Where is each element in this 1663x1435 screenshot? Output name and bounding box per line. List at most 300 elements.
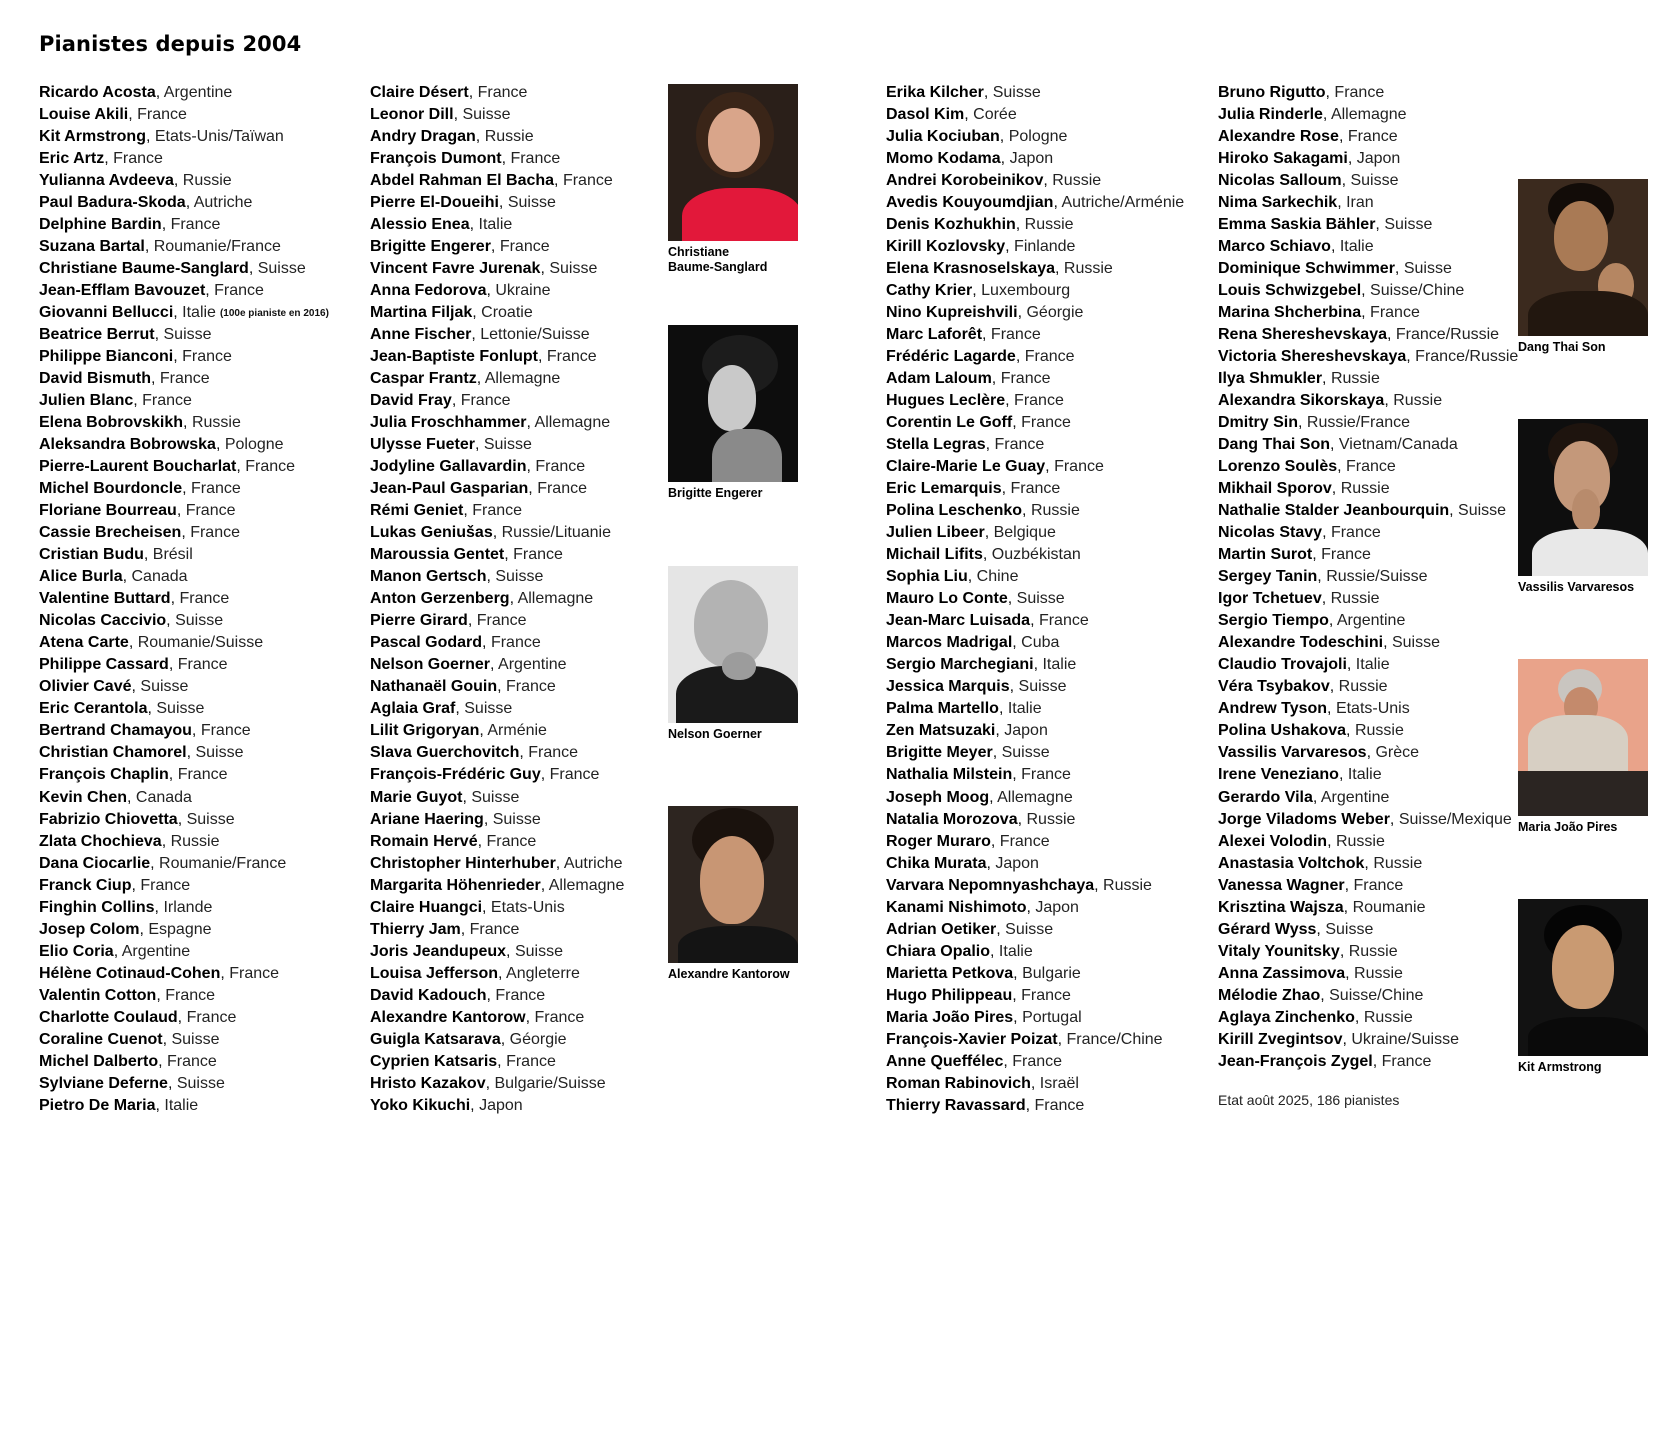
pianist-name: Caspar Frantz xyxy=(370,370,477,388)
pianist-country: Russie xyxy=(1338,678,1388,696)
pianist-country: Allemagne xyxy=(1330,106,1407,124)
pianist-entry: Nicolas Salloum, Suisse xyxy=(1218,172,1399,190)
pianist-name: Sylviane Deferne xyxy=(39,1074,168,1092)
pianist-name: Alexandre Kantorow xyxy=(370,1008,526,1026)
pianist-name: Alexei Volodin xyxy=(1218,832,1328,850)
pianist-entry: Marc Laforêt, France xyxy=(886,326,1041,344)
pianist-country: Autriche xyxy=(563,854,623,872)
pianist-country: Suisse xyxy=(992,84,1041,101)
pianist-entry: Cathy Krier, Luxembourg xyxy=(886,282,1071,300)
pianist-entry: Jean-Marc Luisada, France xyxy=(886,612,1089,630)
pianist-entry: Thierry Ravassard, France xyxy=(886,1096,1085,1114)
pianist-name: Jessica Marquis xyxy=(886,678,1010,696)
pianist-entry: Yoko Kikuchi, Japon xyxy=(370,1096,523,1114)
photo-christiane-baume-sanglard xyxy=(668,84,798,275)
pianist-entry: Christiane Baume-Sanglard, Suisse xyxy=(39,260,306,278)
pianist-entry: Julia Rinderle, Allemagne xyxy=(1218,106,1407,124)
pianist-country: Allemagne xyxy=(997,788,1073,806)
pianist-name: Krisztina Wajsza xyxy=(1218,898,1344,916)
pianist-entry: Julien Libeer, Belgique xyxy=(886,524,1056,542)
pianist-country: Russie xyxy=(1024,216,1074,234)
pianist-entry: Aglaia Graf, Suisse xyxy=(370,700,513,718)
pianist-name: Cathy Krier xyxy=(886,282,973,300)
pianist-name: Andrew Tyson xyxy=(1218,700,1328,718)
pianist-country: Suisse xyxy=(1016,590,1065,608)
pianist-country: Russie xyxy=(182,172,232,190)
page-title: Pianistes depuis 2004 xyxy=(39,32,302,56)
pianist-country: France xyxy=(999,832,1050,850)
pianist-name: Alexandra Sikorskaya xyxy=(1218,392,1385,410)
pianist-name: Adam Laloum xyxy=(886,370,992,388)
pianist-name: Sergio Tiempo xyxy=(1218,612,1329,630)
pianist-country: Russie xyxy=(1393,392,1443,410)
pianist-name: Irene Veneziano xyxy=(1218,766,1339,784)
pianist-entry: Kanami Nishimoto, Japon xyxy=(886,898,1079,916)
pianist-country: France xyxy=(165,986,216,1004)
pianist-country: Suisse xyxy=(464,700,513,718)
pianist-country: France xyxy=(490,634,541,652)
pianist-entry: Rémi Geniet, France xyxy=(370,502,523,520)
pianist-entry: Louise Akili, France xyxy=(39,106,187,124)
pianist-name: Pietro De Maria xyxy=(39,1096,156,1114)
pianist-entry: Hélène Cotinaud-Cohen, France xyxy=(39,964,280,982)
pianist-entry: Alexandra Sikorskaya, Russie xyxy=(1218,392,1443,410)
pianist-country: France xyxy=(1012,1052,1063,1070)
pianist-country: Roumanie/Suisse xyxy=(137,634,264,652)
pianist-country: France xyxy=(159,370,210,388)
pianist-name: Aglaya Zinchenko xyxy=(1218,1008,1355,1026)
pianist-country: Allemagne xyxy=(534,414,611,432)
pianist-entry: Nathalia Milstein, France xyxy=(886,766,1071,784)
pianist-name: Joseph Moog xyxy=(886,788,990,806)
pianist-entry: Manon Gertsch, Suisse xyxy=(370,568,544,586)
pianist-country: Suisse xyxy=(514,942,563,960)
pianist-entry: Charlotte Coulaud, France xyxy=(39,1008,237,1026)
pianist-entry: David Fray, France xyxy=(370,392,511,410)
photo-nelson-goerner xyxy=(668,566,798,742)
pianist-country: Suisse xyxy=(186,810,235,828)
pianist-entry: Julia Kociuban, Pologne xyxy=(886,128,1068,146)
pianist-entry: Pierre El-Doueihi, Suisse xyxy=(370,194,556,212)
pianist-name: Elio Coria xyxy=(39,942,114,960)
pianist-country: Suisse xyxy=(483,436,532,454)
pianist-country: France xyxy=(229,964,280,982)
pianist-country: Italie xyxy=(478,216,513,234)
pianist-country: France xyxy=(499,238,550,256)
pianist-country: Ouzbékistan xyxy=(991,546,1081,564)
pianist-name: Frédéric Lagarde xyxy=(886,348,1016,366)
pianist-entry: Dasol Kim, Corée xyxy=(886,106,1017,124)
pianist-name: Lorenzo Soulès xyxy=(1218,458,1338,476)
pianist-country: Belgique xyxy=(993,524,1056,542)
pianist-entry: Bertrand Chamayou, France xyxy=(39,722,251,740)
pianist-country: France xyxy=(469,920,520,938)
pianist-entry: Jean-Efflam Bavouzet, France xyxy=(39,282,264,300)
pianist-country: France xyxy=(245,458,296,476)
pianist-name: Jean-Baptiste Fonlupt xyxy=(370,348,539,366)
pianist-entry: Leonor Dill, Suisse xyxy=(370,106,511,124)
photo-caption: Christiane Baume-Sanglard xyxy=(668,245,768,274)
pianist-country: France xyxy=(1021,414,1071,432)
pianist-entry: Jodyline Gallavardin, France xyxy=(370,458,586,476)
pianist-entry: Dominique Schwimmer, Suisse xyxy=(1218,260,1452,278)
pianist-country: Roumanie/France xyxy=(153,238,281,256)
pianist-country: Italie xyxy=(1355,656,1390,674)
pianist-entry: François Chaplin, France xyxy=(39,766,228,784)
pianist-country: France xyxy=(549,766,600,784)
pianist-entry: Fabrizio Chiovetta, Suisse xyxy=(39,810,235,828)
photo-maria-joao-pires xyxy=(1518,659,1648,835)
pianist-entry: Vanessa Wagner, France xyxy=(1218,876,1404,894)
pianist-country: Russie xyxy=(1026,810,1076,828)
pianist-entry: Elena Krasnoselskaya, Russie xyxy=(886,260,1113,278)
pianist-country: Espagne xyxy=(148,920,212,938)
pianist-entry: Elena Bobrovskikh, Russie xyxy=(39,414,241,432)
pianist-name: Victoria Shereshevskaya xyxy=(1218,348,1407,366)
pianist-entry: Philippe Bianconi, France xyxy=(39,348,232,366)
pianist-country: Suisse xyxy=(156,700,205,718)
pianist-name: Aleksandra Bobrowska xyxy=(39,436,216,454)
pianist-entry: Guigla Katsarava, Géorgie xyxy=(370,1030,567,1048)
pianist-entry: Erika Kilcher, Suisse xyxy=(886,84,1041,101)
pianist-entry: Nicolas Caccivio, Suisse xyxy=(39,612,224,630)
pianist-country: Japon xyxy=(995,854,1039,872)
pianist-entry: Louisa Jefferson, Angleterre xyxy=(370,964,580,982)
pianist-entry: Valentine Buttard, France xyxy=(39,590,230,608)
pianist-country: Russie xyxy=(191,414,241,432)
pianist-name: Véra Tsybakov xyxy=(1218,678,1330,696)
pianist-name: Olivier Cavé xyxy=(39,678,132,696)
pianist-country: France xyxy=(1034,1096,1085,1114)
pianist-country: Suisse xyxy=(195,744,244,762)
pianist-name: Gerardo Vila xyxy=(1218,788,1313,806)
pianist-country: Suisse/Mexique xyxy=(1398,810,1512,828)
pianist-entry: Jorge Viladoms Weber, Suisse/Mexique xyxy=(1218,810,1512,828)
pianist-country: France xyxy=(506,678,556,696)
pianist-country: Suisse/Chine xyxy=(1370,282,1465,300)
pianist-country: France xyxy=(562,172,613,190)
pianist-name: David Bismuth xyxy=(39,370,152,388)
pianist-name: Alexandre Rose xyxy=(1218,128,1339,146)
pianist-column-1 xyxy=(39,82,329,1117)
pianist-entry: Hristo Kazakov, Bulgarie/Suisse xyxy=(370,1074,606,1092)
pianist-country: Finlande xyxy=(1014,238,1076,256)
pianist-name: Julia Kociuban xyxy=(886,128,1000,146)
pianist-country: Japon xyxy=(1009,150,1054,168)
pianist-column-2 xyxy=(370,82,624,1117)
pianist-entry: Claire Huangci, Etats-Unis xyxy=(370,898,565,916)
pianist-entry: Chika Murata, Japon xyxy=(886,854,1039,872)
pianist-country: Suisse xyxy=(1001,744,1050,762)
pianist-country: Allemagne xyxy=(548,876,625,894)
pianist-entry: Gérard Wyss, Suisse xyxy=(1218,920,1374,938)
pianist-name: Kevin Chen xyxy=(39,788,128,806)
pianist-country: Suisse xyxy=(1458,502,1507,520)
photo-caption: Maria João Pires xyxy=(1518,820,1618,834)
pianist-name: Delphine Bardin xyxy=(39,216,162,234)
pianist-entry: François Dumont, France xyxy=(370,150,561,168)
pianist-name: Hristo Kazakov xyxy=(370,1074,486,1092)
pianist-entry: Martin Surot, France xyxy=(1218,546,1371,564)
pianist-country: Argentine xyxy=(163,84,233,101)
pianist-name: François-Xavier Poizat xyxy=(886,1030,1058,1048)
pianist-name: Nelson Goerner xyxy=(370,656,491,674)
pianist-name: Valentin Cotton xyxy=(39,986,157,1004)
pianist-entry: Anna Fedorova, Ukraine xyxy=(370,282,551,300)
pianist-name: Roman Rabinovich xyxy=(886,1074,1031,1092)
pianist-country: Roumanie/France xyxy=(159,854,287,872)
pianist-country: Russie xyxy=(1340,480,1390,498)
pianist-entry: Anne Fischer, Lettonie/Suisse xyxy=(370,326,590,344)
pianist-entry: Pietro De Maria, Italie xyxy=(39,1096,199,1114)
pianist-entry: Delphine Bardin, France xyxy=(39,216,221,234)
pianist-entry: Krisztina Wajsza, Roumanie xyxy=(1218,898,1426,916)
pianist-name: Coraline Cuenot xyxy=(39,1030,163,1048)
pianist-name: Chika Murata xyxy=(886,854,987,872)
pianist-country: France xyxy=(1010,480,1061,498)
pianist-entry: Kirill Zvegintsov, Ukraine/Suisse xyxy=(1218,1030,1459,1048)
pianist-name: Thierry Ravassard xyxy=(886,1096,1026,1114)
pianist-name: Nino Kupreishvili xyxy=(886,304,1018,322)
pianist-country: Angleterre xyxy=(506,964,580,982)
pianist-entry: Anna Zassimova, Russie xyxy=(1218,964,1403,982)
pianist-country: France xyxy=(137,106,187,124)
pianist-country: Russie xyxy=(484,128,534,146)
pianist-country: Suisse xyxy=(176,1074,225,1092)
pianist-country: France xyxy=(476,612,527,630)
pianist-entry: Julia Froschhammer, Allemagne xyxy=(370,414,611,432)
pianist-name: Zlata Chochieva xyxy=(39,832,162,850)
pianist-country: Russie/Lituanie xyxy=(501,524,612,542)
pianist-name: Alice Burla xyxy=(39,568,123,586)
pianist-name: Momo Kodama xyxy=(886,150,1001,168)
pianist-entry: Finghin Collins, Irlande xyxy=(39,898,213,916)
pianist-country: France xyxy=(1347,128,1398,146)
pianist-name: Pierre El-Doueihi xyxy=(370,194,499,212)
pianist-country: Suisse xyxy=(1403,260,1452,278)
pianist-entry: Pierre Girard, France xyxy=(370,612,527,630)
pianist-country: Etats-Unis xyxy=(490,898,565,916)
pianist-country: Allemagne xyxy=(517,590,594,608)
pianist-entry: Anton Gerzenberg, Allemagne xyxy=(370,590,594,608)
pianist-name: François Dumont xyxy=(370,150,502,168)
pianist-name: Igor Tchetuev xyxy=(1218,590,1322,608)
pianist-name: Kirill Kozlovsky xyxy=(886,238,1006,256)
pianist-name: Mélodie Zhao xyxy=(1218,986,1321,1004)
pianist-name: David Kadouch xyxy=(370,986,487,1004)
pianist-entry: Ulysse Fueter, Suisse xyxy=(370,436,532,454)
pianist-country: Suisse xyxy=(462,106,511,124)
pianist-entry: Claire Désert, France xyxy=(370,84,528,101)
pianist-entry: Michel Dalberto, France xyxy=(39,1052,217,1070)
pianist-name: Marco Schiavo xyxy=(1218,238,1331,256)
pianist-country: France xyxy=(182,348,232,366)
pianist-name: Hugues Leclère xyxy=(886,392,1006,410)
pianist-entry: Bruno Rigutto, France xyxy=(1218,84,1385,101)
pianist-name: Romain Hervé xyxy=(370,832,478,850)
pianist-name: Polina Ushakova xyxy=(1218,722,1347,740)
pianist-entry: Jean-Paul Gasparian, France xyxy=(370,480,587,498)
pianist-name: Vassilis Varvaresos xyxy=(1218,744,1367,762)
pianist-entry: Nelson Goerner, Argentine xyxy=(370,656,567,674)
pianist-country: Italie xyxy=(998,942,1033,960)
pianist-country: Luxembourg xyxy=(981,282,1071,300)
pianist-entry: Cyprien Katsaris, France xyxy=(370,1052,556,1070)
pianist-name: Ricardo Acosta xyxy=(39,84,156,101)
pianist-name: Alessio Enea xyxy=(370,216,470,234)
pianist-entry: Floriane Bourreau, France xyxy=(39,502,236,520)
pianist-name: Marina Shcherbina xyxy=(1218,304,1362,322)
pianist-name: Eric Cerantola xyxy=(39,700,148,718)
pianist-country: Argentine xyxy=(1336,612,1406,630)
pianist-entry: Abdel Rahman El Bacha, France xyxy=(370,172,613,190)
pianist-entry: Stella Legras, France xyxy=(886,436,1045,454)
pianist-name: Sergey Tanin xyxy=(1218,568,1318,586)
pianist-country: Russie xyxy=(1348,942,1398,960)
pianist-name: Maria João Pires xyxy=(886,1008,1014,1026)
pianist-entry: Ariane Haering, Suisse xyxy=(370,810,541,828)
pianist-country: Etats-Unis xyxy=(1335,700,1410,718)
pianist-name: Anastasia Voltchok xyxy=(1218,854,1365,872)
pianist-name: Giovanni Bellucci xyxy=(39,304,174,322)
pianist-name: Leonor Dill xyxy=(370,106,454,124)
pianist-country: Russie xyxy=(1354,722,1404,740)
pianist-name: Michel Bourdoncle xyxy=(39,480,183,498)
pianist-country: Suisse xyxy=(175,612,224,630)
pianist-entry: Varvara Nepomnyashchaya, Russie xyxy=(886,876,1152,894)
pianist-country: Italie xyxy=(182,304,216,322)
pianist-name: Varvara Nepomnyashchaya xyxy=(886,876,1095,894)
pianist-entry: Joseph Moog, Allemagne xyxy=(886,788,1073,806)
pianist-name: Dang Thai Son xyxy=(1218,436,1330,454)
pianist-entry: Nathanaël Gouin, France xyxy=(370,678,556,696)
pianist-name: Aglaia Graf xyxy=(370,700,456,718)
pianist-name: Nicolas Salloum xyxy=(1218,172,1342,190)
pianist-name: Abdel Rahman El Bacha xyxy=(370,172,555,190)
pianist-name: Michel Dalberto xyxy=(39,1052,159,1070)
pianist-entry: Joris Jeandupeux, Suisse xyxy=(370,942,563,960)
portrait-image xyxy=(1518,659,1648,816)
pianist-name: Pierre-Laurent Boucharlat xyxy=(39,458,237,476)
pianist-name: Valentine Buttard xyxy=(39,590,171,608)
pianist-entry: François-Xavier Poizat, France/Chine xyxy=(886,1030,1163,1048)
pianist-name: Guigla Katsarava xyxy=(370,1030,501,1048)
pianist-name: Jodyline Gallavardin xyxy=(370,458,527,476)
pianist-country: Suisse xyxy=(507,194,556,212)
pianist-entry: Vassilis Varvaresos, Grèce xyxy=(1218,744,1420,762)
pianist-name: Jorge Viladoms Weber xyxy=(1218,810,1390,828)
pianist-entry: Polina Leschenko, Russie xyxy=(886,502,1080,520)
pianist-name: Dominique Schwimmer xyxy=(1218,260,1395,278)
pianist-entry: Emma Saskia Bähler, Suisse xyxy=(1218,216,1433,234)
pianist-country: Bulgarie xyxy=(1022,964,1081,982)
pianist-country: France xyxy=(190,524,240,542)
pianist-country: Suisse xyxy=(495,568,544,586)
pianist-name: Christiane Baume-Sanglard xyxy=(39,260,249,278)
pianist-entry: Nicolas Stavy, France xyxy=(1218,524,1381,542)
pianist-name: Rena Shereshevskaya xyxy=(1218,326,1387,344)
pianist-name: Palma Martello xyxy=(886,700,999,718)
pianist-country: Suisse xyxy=(471,788,520,806)
pianist-name: Julien Blanc xyxy=(39,392,134,410)
pianist-entry: Alessio Enea, Italie xyxy=(370,216,513,234)
pianist-entry: Andrei Korobeinikov, Russie xyxy=(886,172,1102,190)
pianist-entry: Slava Guerchovitch, France xyxy=(370,744,579,762)
pianist-name: Pierre Girard xyxy=(370,612,468,630)
pianist-entry: David Kadouch, France xyxy=(370,986,546,1004)
pianist-country: Israël xyxy=(1039,1074,1079,1092)
pianist-name: Bertrand Chamayou xyxy=(39,722,192,740)
pianist-entry: Brigitte Engerer, France xyxy=(370,238,550,256)
pianist-country: Suisse xyxy=(1350,172,1399,190)
pianist-entry: Zlata Chochieva, Russie xyxy=(39,832,220,850)
pianist-country: France xyxy=(1038,612,1089,630)
pianist-name: Julia Rinderle xyxy=(1218,106,1323,124)
pianist-entry: Roger Muraro, France xyxy=(886,832,1050,850)
pianist-entry: Kevin Chen, Canada xyxy=(39,788,192,806)
pianist-name: Marietta Petkova xyxy=(886,964,1014,982)
pianist-entry: Adrian Oetiker, Suisse xyxy=(886,920,1054,938)
pianist-entry: Michail Lifits, Ouzbékistan xyxy=(886,546,1081,564)
pianist-name: Roger Muraro xyxy=(886,832,991,850)
pianist-entry: Lukas Geniušas, Russie/Lituanie xyxy=(370,524,612,542)
pianist-entry: Polina Ushakova, Russie xyxy=(1218,722,1404,740)
pianist-entry: Dang Thai Son, Vietnam/Canada xyxy=(1218,436,1458,454)
pianist-entry: Atena Carte, Roumanie/Suisse xyxy=(39,634,264,652)
pianist-name: Maroussia Gentet xyxy=(370,546,505,564)
photo-caption: Alexandre Kantorow xyxy=(668,967,790,981)
pianist-name: Cyprien Katsaris xyxy=(370,1052,498,1070)
pianist-entry: Aglaya Zinchenko, Russie xyxy=(1218,1008,1413,1026)
pianist-country: Japon xyxy=(1004,722,1048,740)
pianist-name: Emma Saskia Bähler xyxy=(1218,216,1376,234)
pianist-country: Suisse xyxy=(140,678,189,696)
photo-caption: Brigitte Engerer xyxy=(668,486,763,500)
pianist-name: Anne Fischer xyxy=(370,326,472,344)
pianist-name: David Fray xyxy=(370,392,452,410)
pianist-country: Russie xyxy=(1052,172,1102,190)
pianist-name: Nicolas Stavy xyxy=(1218,524,1323,542)
pianist-country: Grèce xyxy=(1375,744,1420,762)
pianist-country: France xyxy=(506,1052,556,1070)
pianist-name: Vanessa Wagner xyxy=(1218,876,1345,894)
pianist-name: Cristian Budu xyxy=(39,546,144,564)
pianist-country: Lettonie/Suisse xyxy=(480,326,590,344)
pianist-name: Josep Colom xyxy=(39,920,140,938)
pianist-name: Ilya Shmukler xyxy=(1218,370,1323,388)
pianist-name: Dasol Kim xyxy=(886,106,965,124)
pianist-name: Sergio Marchegiani xyxy=(886,656,1034,674)
pianist-country: Etats-Unis/Taïwan xyxy=(154,128,284,146)
pianist-country: Cuba xyxy=(1021,634,1060,652)
pianist-entry: Frédéric Lagarde, France xyxy=(886,348,1075,366)
pianist-entry: Jean-Baptiste Fonlupt, France xyxy=(370,348,597,366)
pianist-name: Andry Dragan xyxy=(370,128,476,146)
pianist-entry: Sophia Liu, Chine xyxy=(886,568,1019,586)
pianist-entry: Palma Martello, Italie xyxy=(886,700,1042,718)
pianist-country: Suisse xyxy=(257,260,306,278)
pianist-name: Charlotte Coulaud xyxy=(39,1008,178,1026)
pianist-name: Dana Ciocarlie xyxy=(39,854,151,872)
pianist-name: Louisa Jefferson xyxy=(370,964,499,982)
pianist-entry: Marietta Petkova, Bulgarie xyxy=(886,964,1081,982)
pianist-entry: Anastasia Voltchok, Russie xyxy=(1218,854,1423,872)
pianist-country: France xyxy=(460,392,511,410)
pianist-country: Russie xyxy=(1330,370,1380,388)
pianist-entry: Pascal Godard, France xyxy=(370,634,541,652)
pianist-entry: Martina Filjak, Croatie xyxy=(370,304,533,322)
pianist-name: Suzana Bartal xyxy=(39,238,145,256)
